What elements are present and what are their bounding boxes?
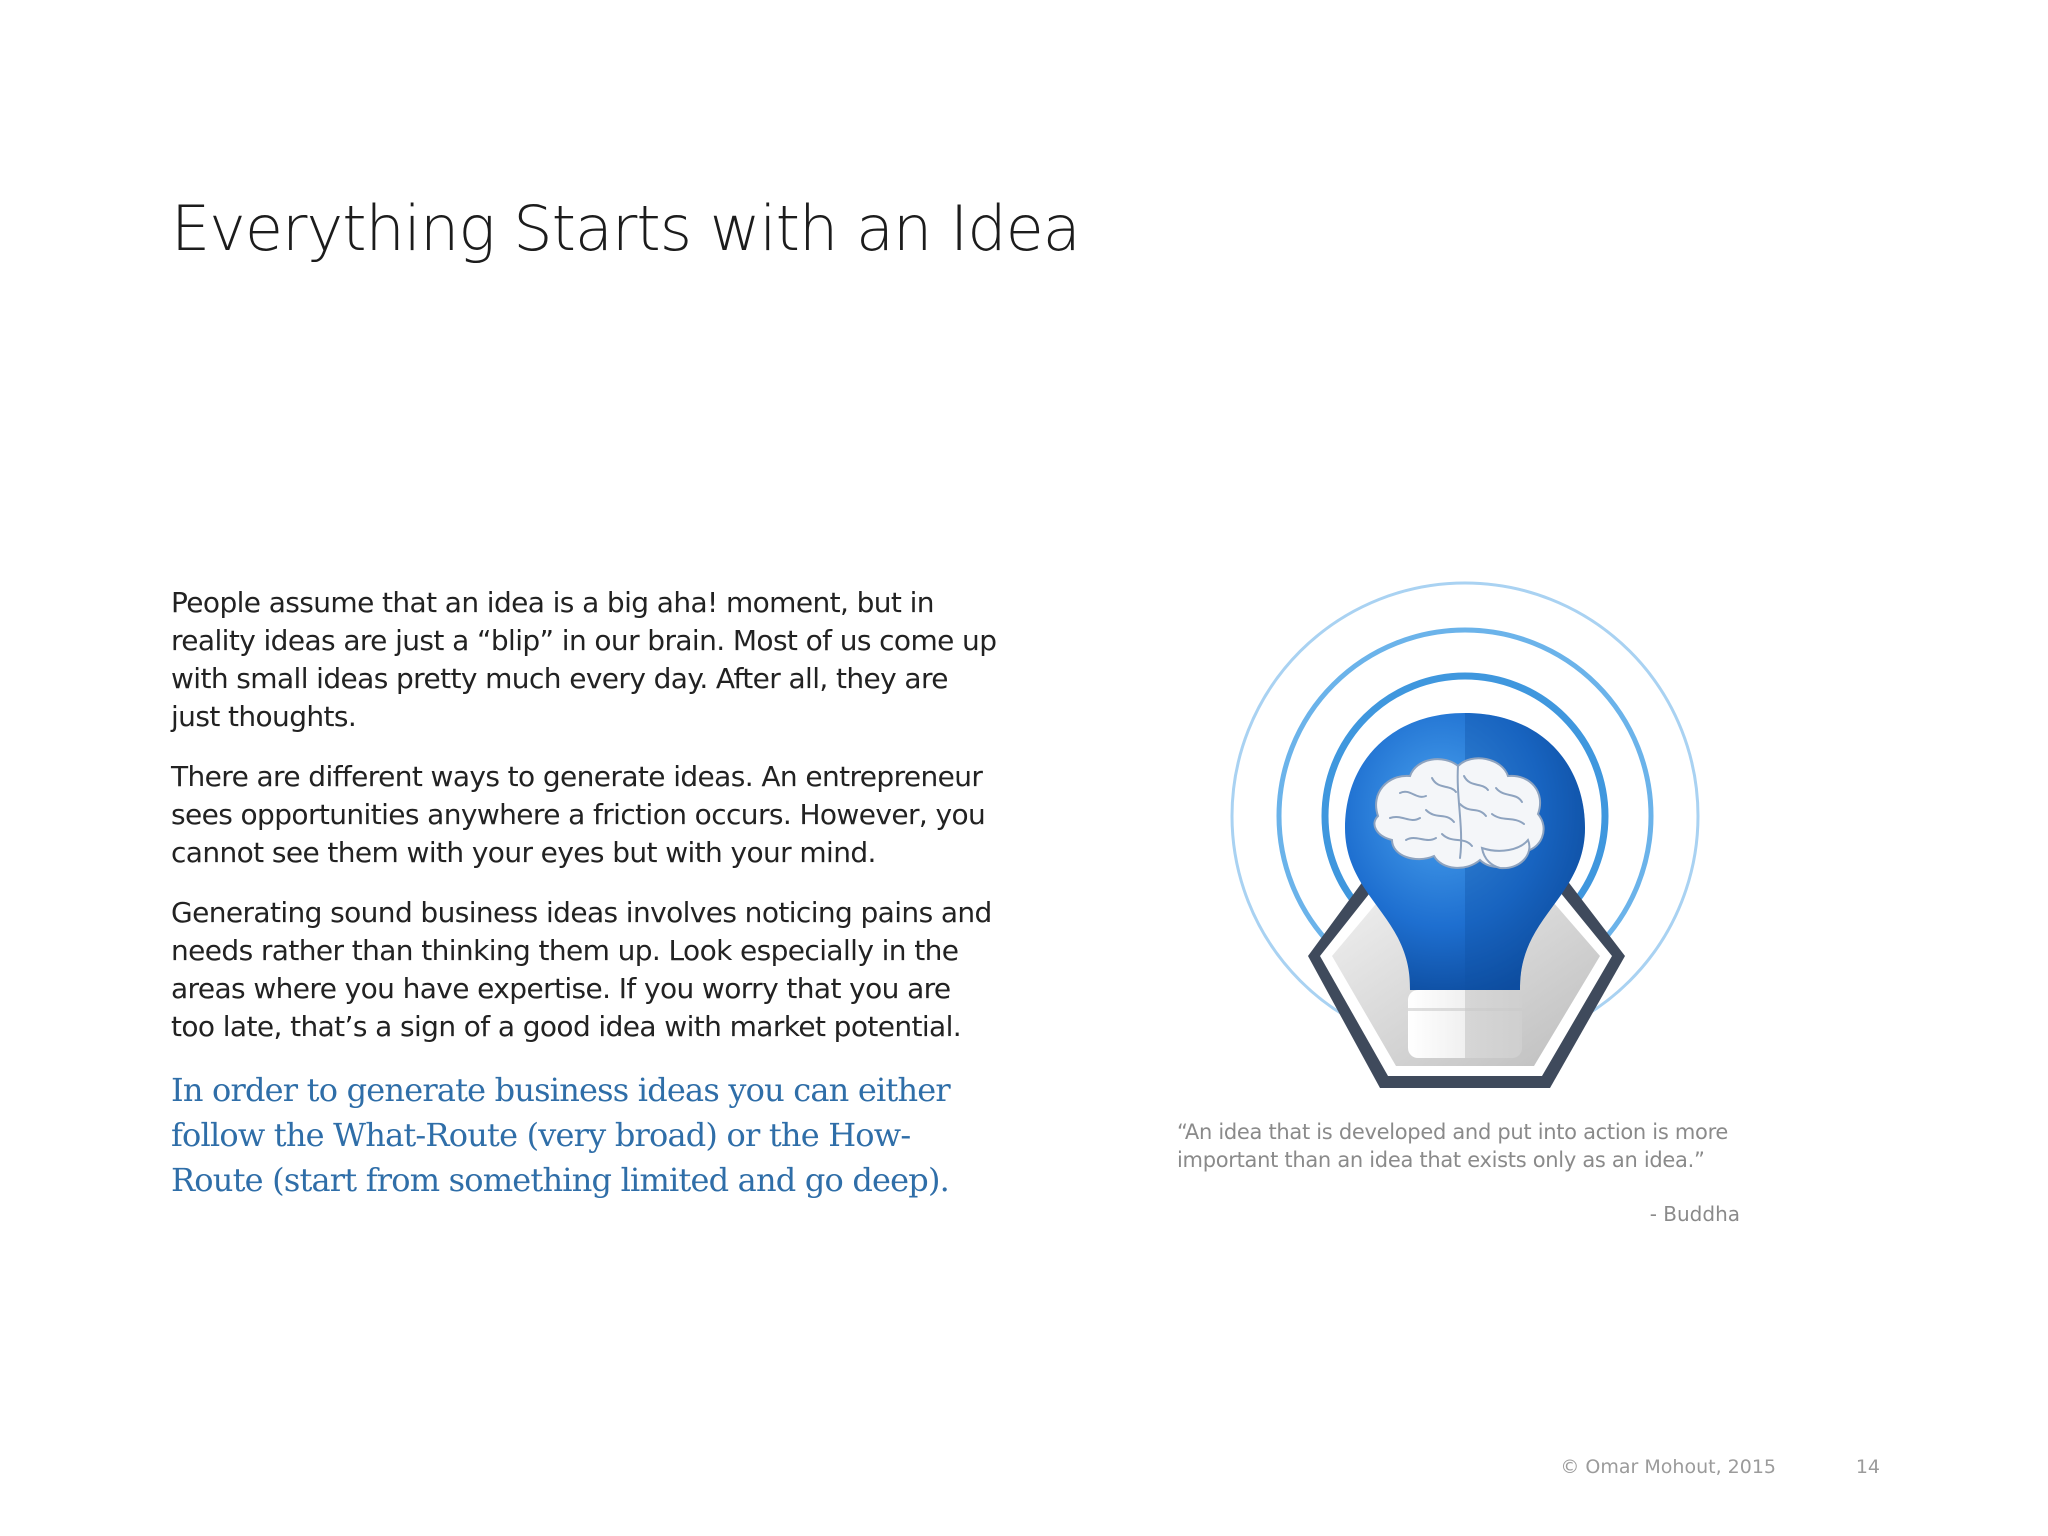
paragraph-1: People assume that an idea is a big aha! moment, but in reality ideas are just a “blip” in our brain. Most of us come up with small ideas pretty much every day. After all, they are just thoughts. — [171, 586, 997, 733]
quote-text: “An idea that is developed and put into action is more important than an idea that exists only as an idea.” — [1177, 1120, 1729, 1172]
footer-copyright: © Omar Mohout, 2015 — [1560, 1456, 1776, 1478]
lightbulb-brain-icon — [1220, 578, 1710, 1098]
quote-attribution: - Buddha — [1649, 1202, 1740, 1226]
paragraph-2: There are different ways to generate ideas. An entrepreneur sees opportunities anywhere a friction occurs. However, you cannot see them with your eyes but with your mind. — [171, 760, 986, 869]
callout-text: In order to generate business ideas you can either follow the What-Route (very broad) or the How-Route (start from something limited and go deep). — [171, 1071, 950, 1199]
slide-title: Everything Starts with an Idea — [171, 192, 1080, 265]
paragraph-3: Generating sound business ideas involves noticing pains and needs rather than thinking them up. Look especially in the areas where you have expertise. If you worry that you are too late, that’s a sign of a good idea with market potential. — [171, 896, 992, 1043]
page-number: 14 — [1855, 1456, 1880, 1478]
body-text-column — [171, 584, 1001, 1225]
